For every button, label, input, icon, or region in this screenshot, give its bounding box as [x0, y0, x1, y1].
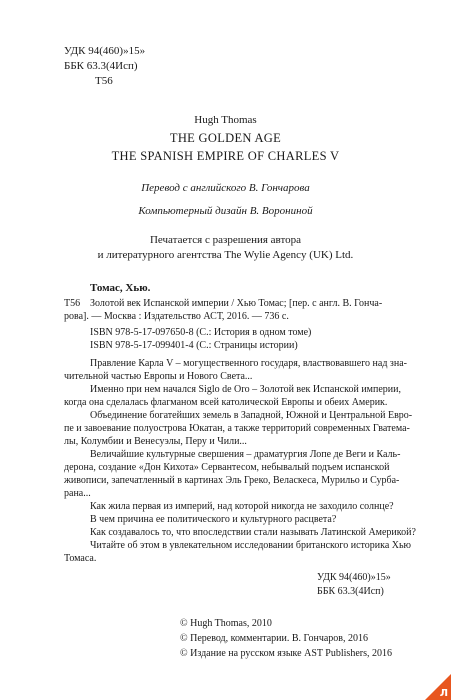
record-author: Томас, Хью. — [90, 282, 151, 294]
annotation-line: Читайте об этом в увлекательном исследовании британского историка Хью — [90, 540, 412, 551]
annotation-line: В чем причина ее политического и культурного расцвета? — [90, 514, 337, 525]
author-code: Т56 — [95, 75, 113, 87]
corner-logo-icon: Л — [439, 688, 448, 699]
annotation-line: рана... — [64, 488, 91, 499]
record-line-1: Золотой век Испанской империи / Хью Томас; [пер. с англ. В. Гонча- — [90, 298, 383, 309]
annotation-line: чительной частью Европы и Нового Света... — [64, 371, 253, 382]
annotation-line: Именно при нем начался Siglo de Oro – Золотой век Испанской империи, — [90, 384, 401, 395]
copyright-line: © Издание на русском языке AST Publishers, 2016 — [180, 648, 392, 659]
annotation-line: дерона, создание «Дон Кихота» Сервантесом, небывалый подъем испанской — [64, 462, 390, 473]
annotation-line: Как создавалось то, что впоследствии стали называть Латинской Америкой? — [90, 527, 416, 538]
udk-code-bottom: УДК 94(460)»15» — [317, 572, 391, 583]
annotation-line: Как жила первая из империй, над которой никогда не заходило солнце? — [90, 501, 394, 512]
annotation-line: лы, Колумбии и Венесуэлы, Перу и Чили... — [64, 436, 247, 447]
annotation-line: Величайшие культурные свершения – драматургия Лопе де Веги и Каль- — [90, 449, 401, 460]
permission-line-1: Печатается с разрешения автора — [149, 234, 302, 246]
bbk-code-bottom: ББК 63.3(4Исп) — [317, 586, 384, 597]
author-name-en: Hugh Thomas — [194, 114, 257, 126]
translator-credit: Перевод с английского В. Гончарова — [141, 182, 310, 194]
isbn-2: ISBN 978-5-17-099401-4 (С.: Страницы истории) — [90, 340, 298, 351]
bbk-code: ББК 63.3(4Исп) — [64, 60, 138, 72]
record-line-2: рова]. — Москва : Издательство АСТ, 2016. — 736 с. — [64, 311, 289, 322]
copyright-line: © Перевод, комментарии. В. Гончаров, 2016 — [180, 633, 369, 644]
annotation-line: Объединение богатейших земель в Западной, Южной и Центральной Евро- — [90, 410, 413, 421]
annotation-line: Томаса. — [64, 553, 97, 564]
annotation-line: живописи, запечатленный в картинах Эль Греко, Веласкеса, Мурильо и Сурба- — [64, 475, 400, 486]
record-code: Т56 — [64, 298, 81, 309]
designer-credit: Компьютерный дизайн В. Ворониной — [138, 205, 313, 217]
original-title: THE GOLDEN AGE — [169, 131, 282, 145]
original-subtitle: THE SPANISH EMPIRE OF CHARLES V — [111, 149, 340, 163]
annotation-line: когда она сделалась флагманом всей католической Европы и обеих Америк. — [64, 397, 388, 408]
isbn-1: ISBN 978-5-17-097650-8 (С.: История в одном томе) — [90, 327, 312, 338]
annotation-line: пе и завоевание полуострова Юкатан, а также территорий современных Гватема- — [64, 423, 410, 434]
annotation-line: Правление Карла V – могущественного государя, властвовавшего над зна- — [90, 358, 407, 369]
permission-line-2: и литературного агентства The Wylie Agency (UK) Ltd. — [97, 249, 354, 261]
copyright-line: © Hugh Thomas, 2010 — [180, 618, 272, 629]
udk-code: УДК 94(460)»15» — [64, 45, 146, 57]
